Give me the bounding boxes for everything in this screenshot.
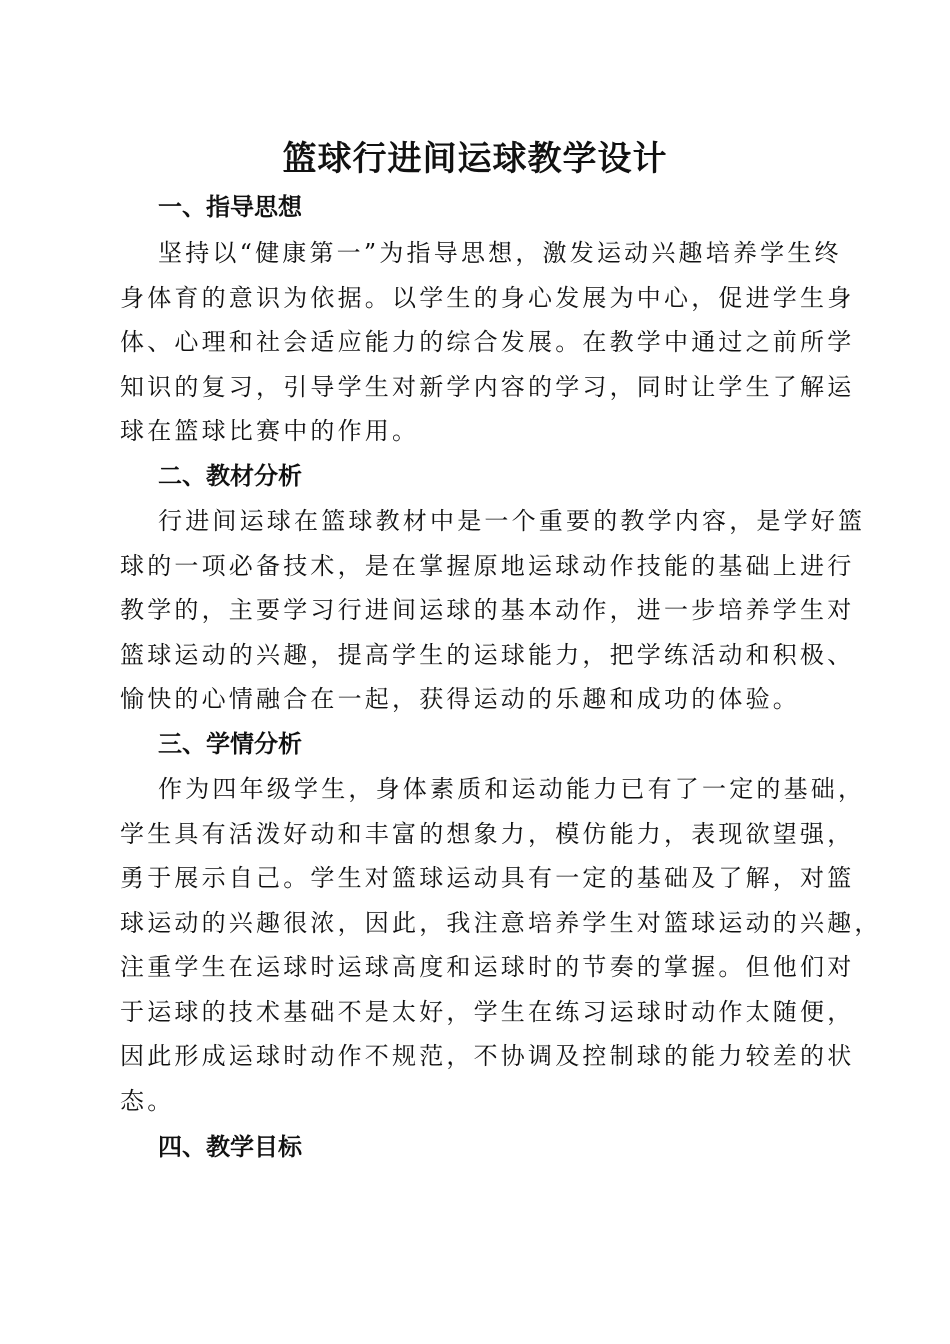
section-heading-textbook-analysis: 二、教材分析 [158, 462, 302, 490]
paragraph-line: 球的一项必备技术，是在掌握原地运球动作技能的基础上进行 [120, 552, 855, 580]
section-heading-guiding-ideology: 一、指导思想 [158, 193, 302, 221]
paragraph-line: 勇于展示自己。学生对篮球运动具有一定的基础及了解，对篮 [120, 864, 855, 892]
paragraph-line: 愉快的心情融合在一起，获得运动的乐趣和成功的体验。 [120, 685, 800, 713]
paragraph-line: 身体育的意识为依据。以学生的身心发展为中心，促进学生身 [120, 284, 855, 312]
paragraph-line: 因此形成运球时动作不规范，不协调及控制球的能力较差的状 [120, 1042, 855, 1070]
paragraph-line: 教学的，主要学习行进间运球的基本动作，进一步培养学生对 [120, 596, 855, 624]
paragraph-line: 于运球的技术基础不是太好，学生在练习运球时动作太随便， [120, 998, 855, 1026]
paragraph-line: 作为四年级学生，身体素质和运动能力已有了一定的基础， [158, 775, 866, 803]
paragraph-line: 知识的复习，引导学生对新学内容的学习，同时让学生了解运 [120, 373, 855, 401]
paragraph-line: 学生具有活泼好动和丰富的想象力，模仿能力，表现欲望强， [120, 820, 855, 848]
document-title: 篮球行进间运球教学设计 [282, 139, 668, 179]
paragraph-line: 态。 [120, 1087, 175, 1115]
paragraph-line: 体、心理和社会适应能力的综合发展。在教学中通过之前所学 [120, 328, 855, 356]
section-heading-student-analysis: 三、学情分析 [158, 730, 302, 758]
paragraph-line: 篮球运动的兴趣，提高学生的运球能力，把学练活动和积极、 [120, 641, 855, 669]
paragraph-line: 注重学生在运球时运球高度和运球时的节奏的掌握。但他们对 [120, 953, 855, 981]
paragraph-line: 球运动的兴趣很浓，因此，我注意培养学生对篮球运动的兴趣， [120, 909, 882, 937]
paragraph-line: 行进间运球在篮球教材中是一个重要的教学内容，是学好篮 [158, 507, 866, 535]
paragraph-line: 球在篮球比赛中的作用。 [120, 417, 420, 445]
section-heading-teaching-objectives: 四、教学目标 [158, 1133, 302, 1161]
paragraph-line: 坚持以“健康第一”为指导思想，激发运动兴趣培养学生终 [158, 239, 842, 267]
